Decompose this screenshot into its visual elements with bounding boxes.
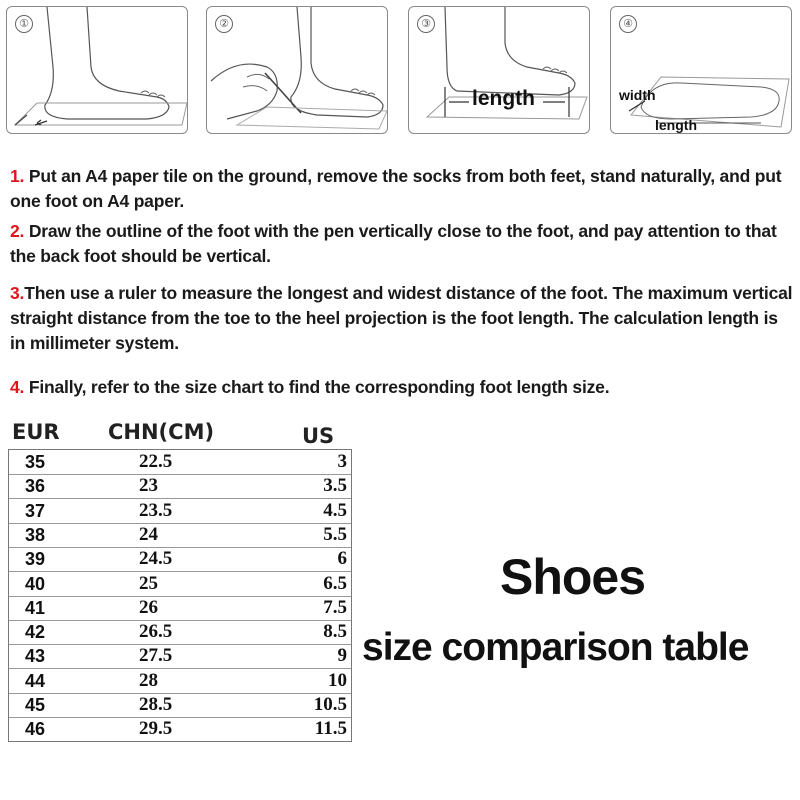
cell-chn: 24.5 xyxy=(139,548,173,570)
cell-us: 6.5 xyxy=(323,572,347,594)
cell-eur: 40 xyxy=(25,573,46,594)
cell-us: 4.5 xyxy=(323,499,347,521)
cell-us: 8.5 xyxy=(323,621,347,643)
illustration-step-1 xyxy=(6,6,188,134)
step-text: Draw the outline of the foot with the pen vertically close to the foot, and pay attention to that the back foot should be vertical. xyxy=(10,221,777,266)
table-row xyxy=(9,620,351,645)
title-shoes: Shoes xyxy=(500,549,646,605)
cell-eur: 39 xyxy=(25,549,46,570)
step-number: 4. xyxy=(10,377,25,397)
title-size-comparison: size comparison table xyxy=(362,626,749,669)
illustration-step-4 xyxy=(610,6,792,134)
foot-outline-width-length-icon xyxy=(611,7,792,134)
cell-eur: 43 xyxy=(25,646,46,667)
table-row xyxy=(9,450,351,475)
table-row xyxy=(9,644,351,669)
cell-eur: 35 xyxy=(25,452,46,472)
step-number-badge: ③ xyxy=(417,15,435,33)
cell-eur: 45 xyxy=(25,695,46,715)
step-text: Put an A4 paper tile on the ground, remove the socks from both feet, stand naturally, and put one foot on A4 paper. xyxy=(10,166,782,211)
step-number: 3. xyxy=(10,283,25,303)
cell-us: 10 xyxy=(328,669,347,691)
cell-chn: 28 xyxy=(139,669,158,691)
step-number-badge: ② xyxy=(215,15,233,33)
table-row xyxy=(9,572,351,597)
cell-chn: 24 xyxy=(139,523,158,545)
step-number-badge: ④ xyxy=(619,15,637,33)
instruction-step-4 xyxy=(10,375,795,400)
cell-chn: 26 xyxy=(139,596,158,618)
cell-chn: 26.5 xyxy=(139,621,173,643)
table-row xyxy=(9,669,351,694)
header-us: US xyxy=(302,424,335,448)
cell-eur: 44 xyxy=(25,670,46,691)
table-row xyxy=(9,693,351,718)
cell-chn: 29.5 xyxy=(139,718,173,740)
cell-us: 5.5 xyxy=(323,523,347,545)
cell-chn: 23.5 xyxy=(139,499,173,521)
length-label: length xyxy=(472,87,535,110)
width-label: width xyxy=(619,87,656,103)
table-row xyxy=(9,474,351,499)
cell-eur: 42 xyxy=(25,622,46,643)
cell-us: 6 xyxy=(337,548,347,570)
table-row xyxy=(9,523,351,548)
table-row xyxy=(9,596,351,621)
hand-drawing-outline-icon xyxy=(207,7,388,134)
step-number: 1. xyxy=(10,166,25,186)
cell-chn: 25 xyxy=(139,572,158,594)
cell-chn: 28.5 xyxy=(139,694,173,715)
cell-us: 3.5 xyxy=(323,475,347,497)
cell-chn: 27.5 xyxy=(139,645,173,667)
cell-us: 3 xyxy=(337,451,347,472)
step-number: 2. xyxy=(10,221,25,241)
step-text: Finally, refer to the size chart to find the corresponding foot length size. xyxy=(24,377,610,397)
table-row xyxy=(9,717,351,741)
header-eur: EUR xyxy=(12,420,60,444)
cell-us: 11.5 xyxy=(314,718,347,740)
cell-eur: 38 xyxy=(25,524,46,545)
instruction-step-2 xyxy=(10,219,795,269)
table-row xyxy=(9,547,351,572)
foot-standing-icon xyxy=(7,7,188,134)
size-table xyxy=(8,449,352,742)
cell-eur: 36 xyxy=(25,476,46,497)
header-chn: CHN(CM) xyxy=(108,420,215,444)
instruction-step-3 xyxy=(10,281,795,356)
cell-eur: 41 xyxy=(25,597,46,618)
cell-us: 10.5 xyxy=(313,694,347,715)
foot-length-measure-icon xyxy=(409,7,590,134)
illustration-step-2 xyxy=(206,6,388,134)
cell-chn: 22.5 xyxy=(139,451,173,472)
length-label: length xyxy=(655,117,697,133)
step-text: Then use a ruler to measure the longest and widest distance of the foot. The maximum vertical straight distance from the toe to the heel projection is the foot length. The calculation length is in millimeter system. xyxy=(10,283,793,353)
cell-eur: 46 xyxy=(25,719,46,740)
cell-us: 9 xyxy=(337,645,347,667)
step-number-badge: ① xyxy=(15,15,33,33)
cell-eur: 37 xyxy=(25,500,46,521)
table-row xyxy=(9,499,351,524)
illustration-step-3 xyxy=(408,6,590,134)
cell-chn: 23 xyxy=(139,475,158,497)
cell-us: 7.5 xyxy=(323,596,347,618)
instruction-step-1 xyxy=(10,164,795,214)
